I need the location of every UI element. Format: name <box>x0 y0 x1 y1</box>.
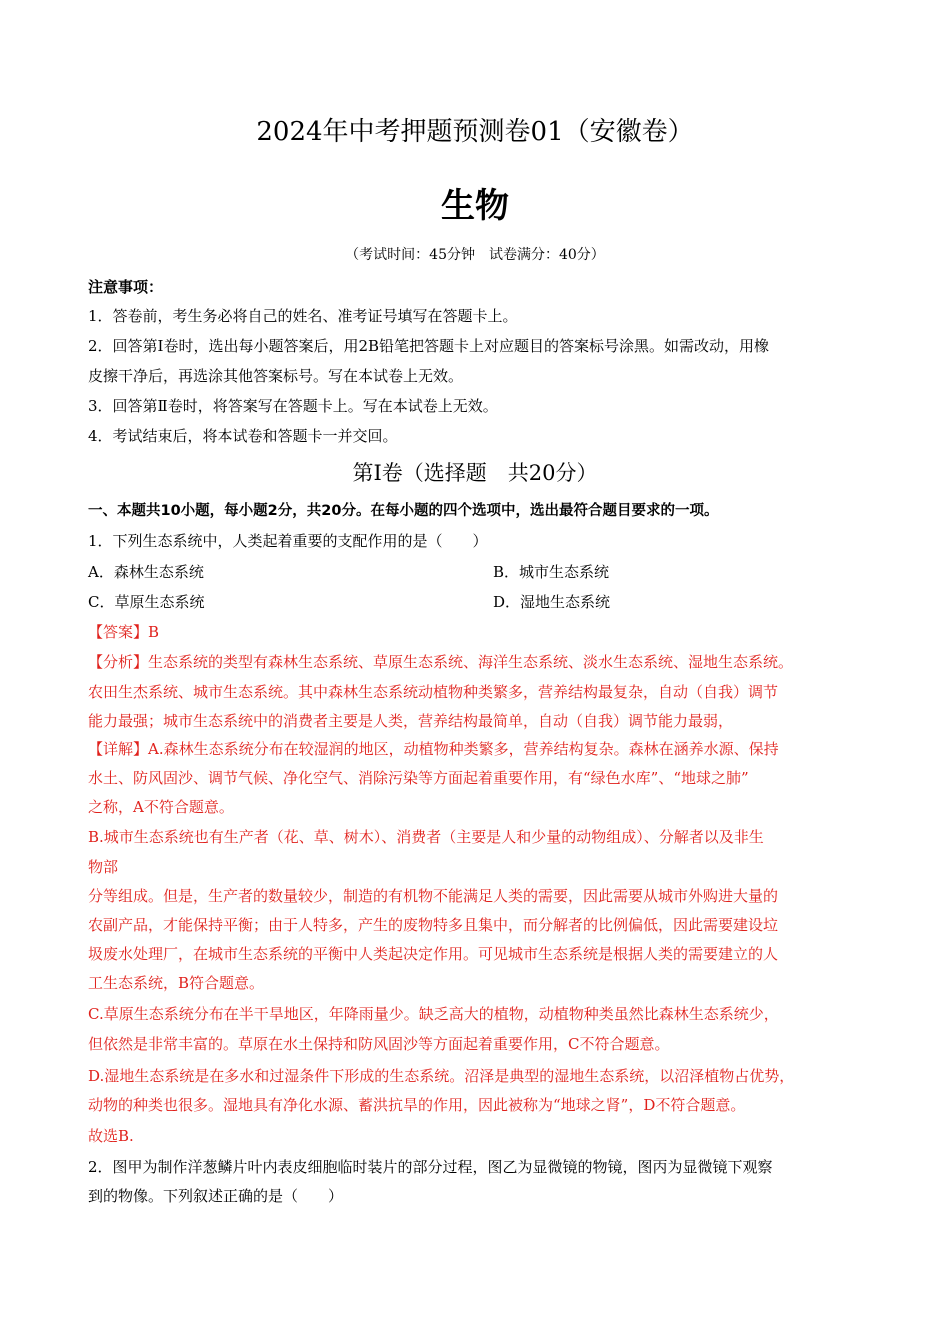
section-title: 第Ⅰ卷（选择题 共20分） <box>352 461 598 485</box>
explanation-line: 物部 <box>88 858 119 876</box>
explanation-line: 但依然是非常丰富的。草原在水土保持和防风固沙等方面起着重要作用，C不符合题意。 <box>88 1035 670 1053</box>
q1-option-b: B．城市生态系统 <box>493 563 610 581</box>
explanation-line: 圾废水处理厂，在城市生态系统的平衡中人类起决定作用。可见城市生态系统是根据人类的需要建立的人 <box>88 945 779 963</box>
explanation-line: 农副产品，才能保持平衡；由于人特多，产生的废物特多且集中，而分解者的比例偏低，因此需要建设垃 <box>88 916 779 934</box>
exam-title: 2024年中考押题预测卷01（安徽卷） <box>256 117 694 147</box>
q1-option-c: C．草原生态系统 <box>88 593 205 611</box>
note-item: 2．回答第Ⅰ卷时，选出每小题答案后，用2B铅笔把答题卡上对应题目的答案标号涂黑。如需改动，用橡 <box>88 337 770 355</box>
explanation-line: 【分析】生态系统的类型有森林生态系统、草原生态系统、海洋生态系统、淡水生态系统、湿地生态系统。 <box>88 653 794 671</box>
notes-heading: 注意事项： <box>88 278 164 296</box>
explanation-line: 故选B. <box>88 1127 134 1145</box>
explanation-line: 【详解】A.森林生态系统分布在较湿润的地区，动植物种类繁多，营养结构复杂。森林在涵养水源、保持 <box>88 740 779 758</box>
section-instruction: 一、本题共10小题，每小题2分，共20分。在每小题的四个选项中，选出最符合题目要求的一项。 <box>88 503 719 519</box>
note-item: 4．考试结束后，将本试卷和答题卡一并交回。 <box>88 427 398 445</box>
answer-line: 【答案】B <box>88 623 160 641</box>
explanation-line: D.湿地生态系统是在多水和过湿条件下形成的生态系统。沼泽是典型的湿地生态系统，以沼泽植物占优势， <box>88 1067 795 1085</box>
explanation-line: 动物的种类也很多。湿地具有净化水源、蓄洪抗旱的作用，因此被称为“地球之肾”，D不符合题意。 <box>88 1096 746 1114</box>
exam-info: （考试时间：45分钟 试卷满分：40分） <box>345 247 605 263</box>
explanation-line: B.城市生态系统也有生产者（花、草、树木）、消费者（主要是人和少量的动物组成）、分解者以及非生 <box>88 828 764 846</box>
explanation-line: 水土、防风固沙、调节气候、净化空气、消除污染等方面起着重要作用，有“绿色水库”、“地球之肺” <box>88 769 749 787</box>
question-1-stem: 1．下列生态系统中，人类起着重要的支配作用的是（ ） <box>88 532 488 550</box>
note-item: 3．回答第Ⅱ卷时，将答案写在答题卡上。写在本试卷上无效。 <box>88 397 498 415</box>
explanation-line: 能力最强；城市生态系统中的消费者主要是人类，营养结构最简单，自动（自我）调节能力最弱， <box>88 712 734 730</box>
explanation-line: 工生态系统，B符合题意。 <box>88 974 265 992</box>
q1-option-a: A．森林生态系统 <box>88 563 204 581</box>
explanation-line: C.草原生态系统分布在半干旱地区，年降雨量少。缺乏高大的植物，动植物种类虽然比森林生态系统少， <box>88 1005 779 1023</box>
note-item: 皮擦干净后，再选涂其他答案标号。写在本试卷上无效。 <box>88 367 464 385</box>
question-2-stem: 到的物像。下列叙述正确的是（ ） <box>88 1187 344 1205</box>
explanation-line: 分等组成。但是，生产者的数量较少，制造的有机物不能满足人类的需要，因此需要从城市外购进大量的 <box>88 887 779 905</box>
explanation-line: 之称，A不符合题意。 <box>88 798 234 816</box>
question-2-stem: 2．图甲为制作洋葱鳞片叶内表皮细胞临时装片的部分过程，图乙为显微镜的物镜，图丙为显微镜下观察 <box>88 1158 773 1176</box>
note-item: 1．答卷前，考生务必将自己的姓名、准考证号填写在答题卡上。 <box>88 307 518 325</box>
q1-option-d: D．湿地生态系统 <box>493 593 611 611</box>
subject-title: 生物 <box>441 186 509 226</box>
explanation-line: 农田生杰系统、城市生态系统。其中森林生态系统动植物种类繁多，营养结构最复杂，自动（自我）调节 <box>88 683 779 701</box>
